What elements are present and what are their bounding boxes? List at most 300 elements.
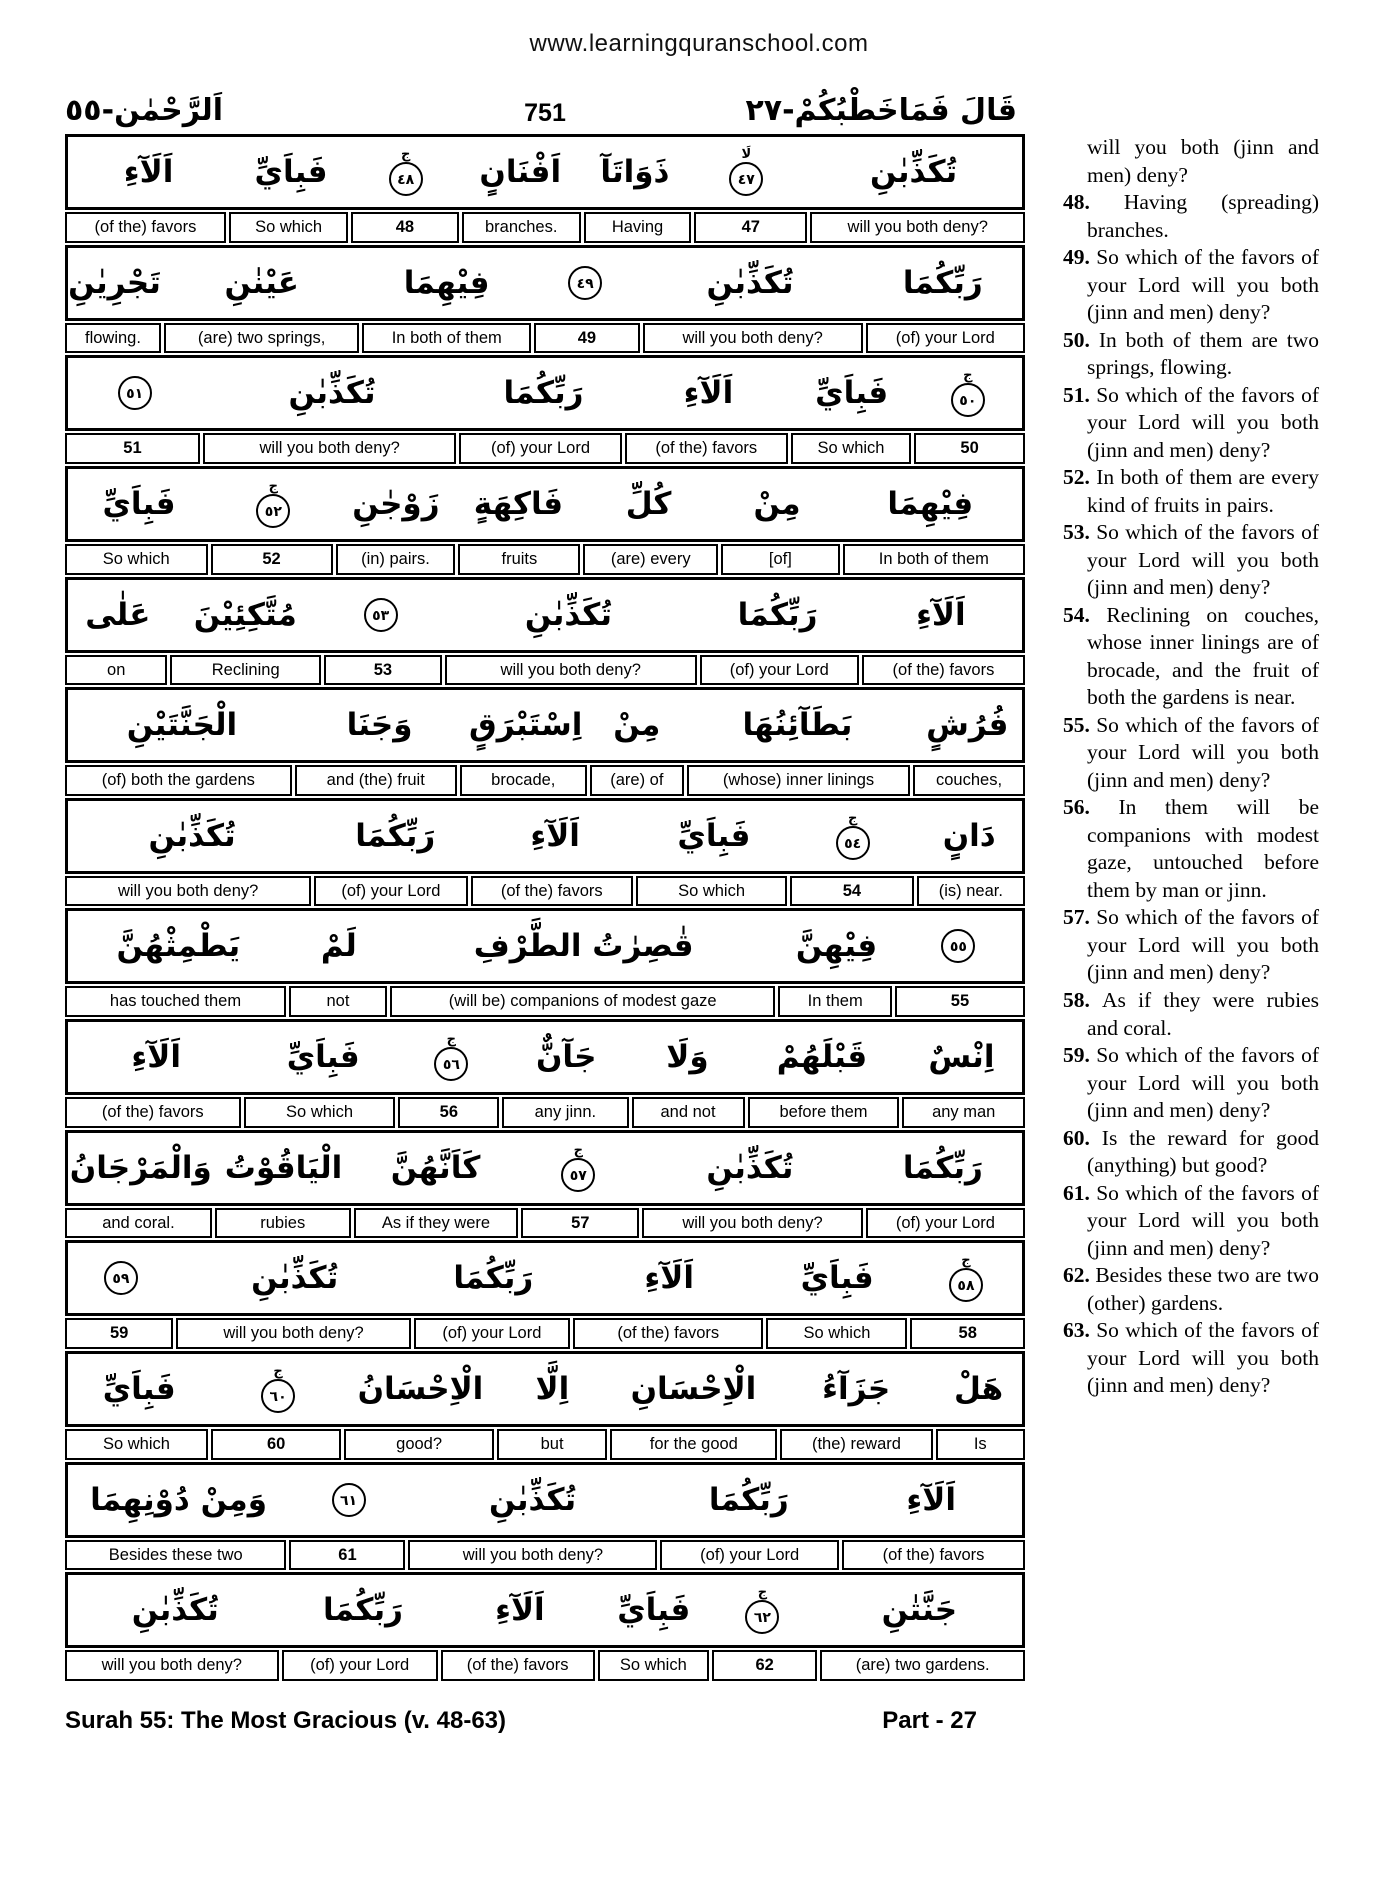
verse-block [65,1240,1025,1349]
translation-cell: (of the) favors [441,1650,595,1681]
verse-paragraph: 54. Reclining on couches, whose inner linings are of brocade, and the fruit of both the gardens is near. [1063,602,1319,710]
arabic-word: يَطْمِثْهُنَّ [116,928,241,965]
arabic-word: اِلَّا [535,1370,570,1407]
translation-cell: (is) near. [917,876,1025,907]
page-header [65,72,1025,128]
verse-end-marker [561,1144,595,1192]
translation-cell: 55 [895,986,1025,1017]
verse-end-marker [434,1033,468,1081]
verse-number-circle: ٦٠ [261,1379,295,1413]
verse-paragraph: 48. Having (spreading) branches. [1063,190,1320,242]
footer-surah-title: Surah 55: The Most Gracious (v. 48-63) [65,1706,507,1734]
translation-cell: 56 [398,1097,499,1128]
arabic-word: فَاكِهَةٍ [473,485,563,522]
verse-paragraph: 56. In them will be companions with modest gaze, untouched before them by man or jinn. [1063,795,1320,902]
verse-end-marker [949,1254,983,1302]
verse-number: 50. [1063,327,1099,352]
arabic-word: جَآنٌّ [535,1039,597,1075]
translation-cell: (of) your Lord [866,1208,1025,1239]
translation-row [65,1540,1025,1571]
arabic-word: فَبِاَيِّ [286,1039,360,1075]
translation-cell: (of) your Lord [660,1540,839,1571]
verse-end-marker [941,929,975,963]
verse-end-marker [951,369,985,417]
verse-block [65,1130,1025,1239]
verse-number-circle: ٥٧ [561,1158,595,1192]
waqf-sign: ج [573,1142,583,1158]
verse-block [65,245,1025,354]
translation-cell: before them [748,1097,900,1128]
translation-row [65,765,1025,796]
arabic-word: تُكَذِّبٰنِ [489,1481,577,1518]
arabic-word: تُكَذِّبٰنِ [870,154,958,190]
translation-cell: on [65,655,167,686]
translation-cell: will you both deny? [65,876,311,907]
translation-cell: So which [229,212,348,243]
arabic-word: تُكَذِّبٰنِ [131,1592,219,1629]
arabic-word: رَبِّكُمَا [355,817,436,854]
verse-end-marker [261,1365,295,1413]
arabic-word: مِنْ [613,707,661,744]
verse-marker-cell [292,1465,405,1535]
waqf-sign: ج [268,478,279,494]
footer-part-number: Part - 27 [882,1706,977,1734]
translation-cell: (of the) favors [471,876,633,907]
verse-number: 59. [1063,1043,1097,1068]
translation-cell: Besides these two [65,1540,286,1571]
arabic-row [65,908,1025,984]
verse-number: 53. [1063,520,1097,545]
arabic-word: فَبِاَيِّ [815,375,889,412]
translation-cell: (of the) favors [625,433,788,464]
verse-paragraph: 62. Besides these two are two (other) gardens. [1063,1263,1319,1315]
verse-marker-cell [910,1243,1022,1313]
translation-cell: any jinn. [502,1097,628,1128]
arabic-row [65,1351,1025,1427]
translation-cell: but [497,1429,607,1460]
translation-cell: (in) pairs. [336,544,456,575]
waqf-sign: لَا [741,147,752,162]
arabic-word: فَبِاَيِّ [254,154,328,190]
arabic-word: اِسْتَبْرَقٍ [469,707,583,744]
verse-number-circle: ٥٤ [836,826,870,860]
verse-number: 49. [1063,245,1097,270]
arabic-word: تَجْرِيٰنِ [68,264,161,301]
verse-marker-cell [691,137,803,207]
verse-paragraph: 61. So which of the favors of your Lord will you both (jinn and men) deny? [1063,1180,1319,1260]
verse-number: 62. [1063,1263,1096,1288]
translation-cell: 60 [211,1429,341,1460]
arabic-word: فِيْهِمَا [403,264,490,301]
waqf-sign: ج [446,1032,457,1047]
arabic-row [65,577,1025,653]
arabic-word: وَالْمَرْجَانُ [69,1149,212,1186]
verse-end-marker [332,1483,366,1517]
verse-end-marker [729,148,763,196]
verse-paragraph: 50. In both of them are two springs, flowing. [1063,327,1320,380]
verse-block [65,577,1025,686]
translation-cell: 48 [351,212,458,243]
arabic-word: مِنْ [753,485,801,522]
verse-number-circle: ٥٨ [949,1268,983,1302]
arabic-row [65,466,1025,542]
translation-cell: (are) two springs, [164,323,359,354]
translation-cell: fruits [458,544,580,575]
translation-row [65,1097,1025,1128]
verse-marker-cell [402,1022,501,1092]
verse-number: 48. [1063,190,1124,215]
translation-cell: So which [636,876,787,907]
translation-row [65,655,1025,686]
translation-cell: and (the) fruit [295,765,457,796]
verse-number: 57. [1063,905,1097,930]
verse-marker-cell [792,801,913,871]
translation-cell: (of the) favors [862,655,1025,686]
page-footer [65,1707,1025,1735]
page-number: 751 [524,99,566,127]
arabic-word: جَنَّتٰنِ [881,1592,958,1629]
arabic-word: اَفْنَانٍ [479,154,562,190]
verse-marker-cell [68,358,201,428]
translation-cell: So which [244,1097,396,1128]
arabic-word: اَلَآءِ [123,154,174,190]
translation-cell: Is [936,1429,1025,1460]
verse-paragraph: 49. So which of the favors of your Lord will you both (jinn and men) deny? [1063,245,1319,325]
verse-end-marker [256,480,290,528]
arabic-row [65,134,1025,210]
translation-cell: will you both deny? [642,1208,863,1239]
verse-paragraph: 52. In both of them are every kind of fruits in pairs. [1063,465,1320,517]
translation-row [65,1429,1025,1460]
verse-paragraph: 59. So which of the favors of your Lord will you both (jinn and men) deny? [1063,1043,1319,1123]
arabic-word: اَلَآءِ [683,375,734,412]
arabic-word: كَاَنَّهُنَّ [390,1149,481,1186]
word-table [65,134,1025,1681]
translation-cell: (the) reward [780,1429,932,1460]
verse-paragraph: 58. As if they were rubies and coral. [1063,987,1320,1040]
arabic-word: عَلٰى [85,596,151,633]
translation-cell: will you both deny? [810,212,1025,243]
translation-cell: Reclining [170,655,321,686]
arabic-word: فَبِاَيِّ [102,1370,176,1407]
arabic-word: فِيْهِمَا [887,485,974,522]
verse-number-circle: ٥٦ [434,1047,468,1081]
site-url: www.learningquranschool.com [529,30,869,57]
translation-cell: [of] [721,544,840,575]
translation-cell: 62 [712,1650,817,1681]
arabic-word: فَبِاَيِّ [617,1592,691,1629]
translation-cell: 59 [65,1318,173,1349]
arabic-word: كُلِّ [625,485,672,522]
verse-number: 56. [1063,795,1119,820]
arabic-word: رَبِّكُمَا [323,1592,403,1629]
verse-end-marker [568,266,602,300]
verse-number: 55. [1063,712,1097,737]
translation-row [65,544,1025,575]
verse-block [65,355,1025,464]
arabic-word: ذَوَاتَآ [600,154,670,190]
arabic-word: رَبِّكُمَا [708,1481,789,1518]
translation-cell: 51 [65,433,200,464]
arabic-word: تُكَذِّبٰنِ [288,375,376,412]
arabic-word: فَبِاَيِّ [677,817,751,854]
translation-cell: and not [632,1097,745,1128]
verse-end-marker [836,812,870,860]
arabic-word: فُرُشٍ [926,707,1009,744]
arabic-word: اَلَآءِ [131,1039,181,1075]
arabic-word: هَلْ [954,1370,1004,1407]
translation-cell: 50 [914,433,1025,464]
translation-cell: and coral. [65,1208,212,1239]
translation-cell: 49 [534,323,639,354]
verse-block [65,466,1025,575]
translation-cell: good? [344,1429,494,1460]
verse-number: 58. [1063,987,1103,1012]
surah-name-arabic: اَلرَّحْمٰن-٥٥ [65,93,224,128]
verse-number-circle: ٥٩ [104,1261,138,1295]
verse-end-marker [104,1261,138,1295]
verse-end-marker [364,598,398,632]
arabic-word: الْاِحْسَانِ [630,1370,757,1407]
translation-sidebar [1063,134,1319,1400]
verse-block [65,798,1025,907]
arabic-word: تُكَذِّبٰنِ [148,817,236,854]
verse-paragraph: will you both (jinn and men) deny? [1087,135,1319,187]
verse-marker-cell [213,1354,342,1424]
translation-cell: will you both deny? [176,1318,410,1349]
translation-cell: 58 [910,1318,1025,1349]
verse-marker-cell [895,911,1022,981]
translation-cell: So which [65,544,208,575]
arabic-word: عَيْنٰنِ [224,264,299,301]
arabic-word: رَبِّكُمَا [453,1260,534,1297]
arabic-word: اِنْسٌ [928,1039,995,1075]
arabic-row [65,1240,1025,1316]
verse-paragraph: 57. So which of the favors of your Lord will you both (jinn and men) deny? [1063,905,1319,985]
arabic-word: الْاِحْسَانُ [357,1370,484,1407]
translation-cell: (whose) inner linings [687,765,910,796]
verse-number-circle: ٤٩ [568,266,602,300]
arabic-word: تُكَذِّبٰنِ [706,1149,794,1186]
verse-block [65,1572,1025,1681]
verse-block [65,687,1025,796]
translation-row [65,1318,1025,1349]
verse-block [65,908,1025,1017]
verse-number-circle: ٥٢ [256,494,290,528]
translation-cell: branches. [462,212,581,243]
translation-cell: In both of them [843,544,1025,575]
translation-cell: (of) your Lord [700,655,859,686]
translation-cell: will you both deny? [445,655,697,686]
translation-cell: (will be) companions of modest gaze [390,986,776,1017]
arabic-row [65,1130,1025,1206]
translation-cell: will you both deny? [65,1650,279,1681]
waqf-sign: ج [400,147,411,162]
arabic-row [65,798,1025,874]
translation-cell: In them [778,986,892,1017]
translation-cell: (of) your Lord [282,1650,438,1681]
translation-cell: will you both deny? [203,433,456,464]
translation-row [65,323,1025,354]
verse-number: 54. [1063,602,1107,627]
verse-marker-cell [68,1243,174,1313]
verse-paragraph: 60. Is the reward for good (anything) but good? [1063,1125,1320,1178]
translation-cell: 53 [324,655,442,686]
translation-cell: brocade, [460,765,587,796]
arabic-word: فِيْهِنَّ [795,928,878,965]
waqf-sign: ج [963,368,973,384]
translation-cell: will you both deny? [643,323,863,354]
verse-end-marker [745,1586,779,1634]
arabic-row [65,687,1025,763]
arabic-row [65,1019,1025,1095]
arabic-word: دَانٍ [942,817,996,854]
translation-cell: As if they were [354,1208,519,1239]
main-column [65,134,1025,1735]
arabic-word: وَجَنَا [346,707,413,744]
arabic-word: اَلَآءِ [495,1592,545,1629]
arabic-row [65,1572,1025,1648]
arabic-word: اَلَآءِ [906,1481,956,1518]
arabic-row [65,355,1025,431]
arabic-word: جَزَآءُ [822,1370,891,1407]
translation-cell: (of) your Lord [414,1318,570,1349]
arabic-row [65,1462,1025,1538]
translation-cell: (of) your Lord [314,876,467,907]
translation-cell: 57 [521,1208,639,1239]
arabic-word: مُتَّكِئِيْنَ [193,596,297,633]
translation-row [65,433,1025,464]
verse-paragraph: 53. So which of the favors of your Lord will you both (jinn and men) deny? [1063,520,1319,600]
arabic-word: اَلَآءِ [530,817,580,854]
arabic-word: الْيَاقُوْتُ [224,1149,343,1186]
translation-cell: So which [766,1318,907,1349]
translation-cell: flowing. [65,323,161,354]
verse-number-circle: ٦١ [332,1483,366,1517]
arabic-word: تُكَذِّبٰنِ [706,264,794,301]
verse-marker-cell [323,580,439,650]
translation-cell: rubies [215,1208,351,1239]
arabic-word: بَطَآئِنُهَا [742,707,853,744]
translation-cell: 54 [790,876,914,907]
page-content [0,134,1398,1735]
arabic-word: الْجَنَّتَيْنِ [126,707,238,744]
arabic-word: زَوْجٰنِ [352,485,440,522]
arabic-word: اَلَآءِ [916,596,966,633]
translation-cell: 47 [694,212,807,243]
translation-cell: (of the) favors [65,212,226,243]
arabic-word: تُكَذِّبٰنِ [251,1260,339,1297]
arabic-word: وَلَا [666,1039,709,1075]
arabic-word: اَلَآءِ [644,1260,694,1297]
verse-marker-cell [914,358,1022,428]
translation-row [65,986,1025,1017]
verse-paragraph: 51. So which of the favors of your Lord will you both (jinn and men) deny? [1063,382,1319,462]
waqf-sign: ج [757,1585,768,1601]
arabic-row [65,245,1025,321]
verse-end-marker [118,376,152,410]
translation-cell: So which [65,1429,208,1460]
arabic-word: رَبِّكُمَا [902,1149,983,1186]
arabic-word: لَمْ [320,928,357,965]
verse-number: 60. [1063,1125,1102,1150]
verse-number-circle: ٥٥ [941,929,975,963]
arabic-word: فَبِاَيِّ [800,1260,874,1297]
verse-number-circle: ٥٠ [951,383,985,417]
arabic-word: قٰصِرٰتُ الطَّرْفِ [473,928,694,965]
arabic-word: رَبِّكُمَا [737,596,818,633]
arabic-word: رَبِّكُمَا [503,375,584,412]
verse-number: 61. [1063,1180,1097,1205]
verse-marker-cell [353,137,458,207]
verse-paragraph: 63. So which of the favors of your Lord will you both (jinn and men) deny? [1063,1318,1319,1398]
translation-row [65,876,1025,907]
translation-cell: for the good [610,1429,777,1460]
translation-cell: couches, [913,765,1025,796]
verse-block [65,1462,1025,1571]
verse-block [65,1351,1025,1460]
translation-cell: (are) of [590,765,684,796]
arabic-word: رَبِّكُمَا [902,264,983,301]
translation-cell: 61 [289,1540,405,1571]
verse-number: 51. [1063,382,1097,407]
translation-row [65,1208,1025,1239]
translation-row [65,1650,1025,1681]
translation-cell: (are) every [583,544,718,575]
translation-cell: (of the) favors [65,1097,241,1128]
translation-cell: In both of them [362,323,531,354]
arabic-word: وَمِنْ دُوْنِهِمَا [90,1481,267,1518]
verse-number-circle: ٥١ [118,376,152,410]
waqf-sign: ج [961,1253,971,1269]
translation-cell: So which [791,433,911,464]
translation-cell: So which [598,1650,709,1681]
translation-cell: not [289,986,387,1017]
waqf-sign: ج [847,810,858,826]
translation-row [65,212,1025,243]
translation-cell: (of the) favors [573,1318,763,1349]
verse-number: 63. [1063,1318,1097,1343]
arabic-word: تُكَذِّبٰنِ [524,596,612,633]
translation-cell: will you both deny? [408,1540,657,1571]
translation-cell: any man [902,1097,1025,1128]
verse-marker-cell [213,469,334,539]
verse-marker-cell [521,1133,637,1203]
waqf-sign: ج [273,1363,283,1379]
translation-cell: (of) both the gardens [65,765,292,796]
translation-cell: (of) your Lord [866,323,1025,354]
arabic-word: فَبِاَيِّ [102,485,176,522]
translation-cell: (of) your Lord [459,433,621,464]
translation-cell: has touched them [65,986,286,1017]
verse-marker-cell [711,1575,814,1645]
juz-name-arabic: قَالَ فَمَاخَطْبُكُمْ-٢٧ [745,93,1017,128]
verse-number: 52. [1063,465,1097,490]
verse-number-circle: ٤٧ [729,162,763,196]
arabic-word: قَبْلَهُمْ [776,1039,868,1075]
translation-cell: Having [584,212,691,243]
translation-cell: (of the) favors [842,1540,1025,1571]
verse-number-circle: ٤٨ [389,162,423,196]
verse-marker-cell [534,248,637,318]
verse-number-circle: ٥٣ [364,598,398,632]
translation-cell: 52 [211,544,333,575]
verse-block [65,134,1025,243]
translation-cell: (are) two gardens. [820,1650,1025,1681]
verse-block [65,1019,1025,1128]
verse-number-circle: ٦٢ [745,1600,779,1634]
verse-paragraph: 55. So which of the favors of your Lord will you both (jinn and men) deny? [1063,712,1319,792]
